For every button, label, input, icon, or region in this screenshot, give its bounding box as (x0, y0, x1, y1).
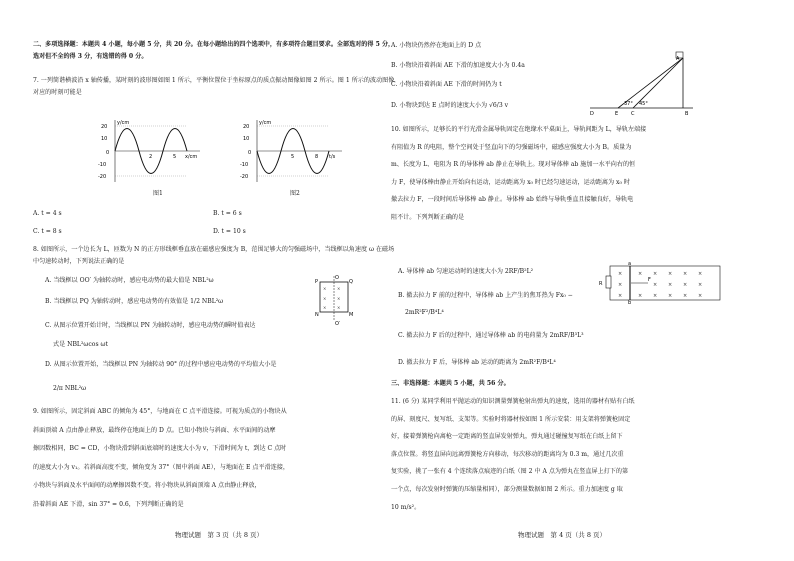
page-footer-left: 物理试题 第 3 页（共 8 页） (175, 531, 264, 539)
svg-text:×: × (683, 293, 688, 299)
label-d: D (590, 111, 594, 117)
label-r: R (599, 281, 603, 287)
q10-line: m、长度为 L、电阻为 R 的导体棒 ab 静止在导轨上。现对导体棒 ab 施加一水平向右的恒 (391, 161, 636, 169)
graph2-tick: 10 (243, 136, 250, 142)
graph2-tick: -10 (240, 162, 249, 168)
label-c: C (631, 111, 635, 117)
label-b: B (685, 111, 689, 117)
graph1-tick: 20 (101, 124, 108, 130)
svg-text:×: × (653, 271, 658, 277)
graph1-tick: 0 (106, 150, 110, 156)
right-page (383, 0, 758, 561)
q7-option-a: A. t = 4 s (33, 210, 62, 217)
q10-line: 10. 如图所示，足够长的平行光滑金属导轨固定在绝缘水平桌面上，导轨间距为 L，导轨左端接 (391, 126, 647, 133)
angle-37: 37° (624, 101, 633, 107)
q11-line: 的屏、刻度尺、复写纸、支架等。实验时将器材按如图 1 所示安装：用支架将弹簧枪固定 (391, 415, 631, 423)
q10-option-a: A. 导体棒 ab 匀速运动时的速度大小为 2RF/B²L² (398, 268, 534, 275)
q10-line: 力 F，使导体棒由静止开始向右运动，运动距离为 x₀ 时已经匀速运动，运动距离为 x₀ 时 (391, 178, 630, 186)
graph1-xtick: 2 (149, 154, 153, 160)
q8-option-d-cont: 2/π NBL²ω (53, 385, 87, 392)
left-page (25, 0, 400, 561)
label-a: A (676, 56, 680, 62)
q10-line: 有阻值为 R 的电阻，整个空间处于竖直向下的匀强磁场中，磁感应强度大小为 B。质量为 (391, 143, 632, 151)
q9-line: 沿着斜面 AE 下滑，sin 37° = 0.6，下列判断正确的是 (33, 500, 184, 508)
section2-header: 二、多项选择题：本题共 4 小题，每小题 5 分，共 20 分。在每小题给出的四个选项中，有多项符合题目要求。全部选对的得 5 分，选对但不全的得 3 分，有选错的得 0 分。 (33, 41, 395, 60)
label-a: a (628, 262, 632, 267)
q9-line: 小物块与斜面及水平面间的动摩擦因数不变。将小物块从斜面顶端 A 点由静止释放， (33, 482, 261, 490)
q11-line: 复实验，挑了一张有 4 个连续落点痕迹的白纸（图 2 中 A 点为弹丸在竖直屏上打下的第 (391, 468, 629, 476)
q10-option-d: D. 撤去拉力 F 后，导体棒 ab 运动的距离为 2mR²F/B⁴L⁴ (398, 359, 556, 366)
q10-line: 撤去拉力 F，一段时间后导体棒 ab 静止。导体棒 ab 始终与导轨垂直且接触良好，导轨电 (391, 196, 634, 204)
q11-line: 落点位置。将竖直屏向远离弹簧枪方向移动，每次移动的距离均为 0.3 m，通过几次重 (391, 450, 624, 458)
label-n: N (315, 312, 319, 318)
q10-option-b: B. 撤去拉力 F 前的过程中，导体棒 ab 上产生的焦耳热为 Fx₀ − (398, 292, 573, 299)
graph2-tick: 20 (243, 124, 250, 130)
svg-text:×: × (698, 271, 703, 277)
label-p: P (315, 279, 319, 285)
q11-line: 11. (6 分) 某同学利用平抛运动的知识测量弹簧枪射出弹丸的速度，选用的器材有贴有白纸 (391, 398, 635, 405)
label-m: M (349, 312, 354, 318)
graph1-tick: -20 (98, 174, 107, 180)
q9-option-d: D. 小物块到达 E 点时的速度大小为 √6/3 v (391, 102, 509, 109)
q9-line: 斜面顶端 A 点由静止释放，最终停在地面上的 D 点。已知小物块与斜面、水平面间的动摩 (33, 426, 276, 434)
graph2-ylabel: y/cm (259, 120, 272, 126)
wave-graph-1 (95, 116, 205, 186)
q9-stem (33, 406, 395, 511)
label-b: b (628, 300, 632, 304)
page-footer-right: 物理试题 第 4 页（共 8 页） (518, 531, 607, 539)
q8-coil-figure (310, 274, 360, 326)
svg-text:×: × (337, 296, 341, 301)
svg-text:×: × (337, 286, 341, 291)
label-f: F (648, 277, 651, 283)
graph1-xlabel: x/cm (185, 154, 198, 160)
q11-line: 好，接着弹簧枪向离枪一定距离的竖直屏发射弹丸，弹丸通过碰撞复写纸在白纸上留下 (391, 433, 623, 441)
svg-text:×: × (618, 271, 623, 277)
q10-line: 阻不计。下列判断正确的是 (391, 213, 465, 221)
svg-text:×: × (683, 271, 688, 277)
svg-text:×: × (638, 293, 643, 299)
graph2-xtick: 8 (315, 154, 319, 160)
fig1-caption: 图1 (153, 190, 163, 197)
q8-stem: 8. 如图所示，一个边长为 L，匝数为 N 的正方形线框垂直放在磁感应强度为 B，范围足够大的匀强磁场中，当线框以角速度 ω 在磁场中匀速转动时，下列说法正确的是 (33, 246, 395, 265)
q7-option-c: C. t = 8 s (33, 228, 62, 235)
svg-text:×: × (683, 282, 688, 288)
q10-option-b-cont: 2mR²F²/B⁴L⁴ (405, 309, 444, 316)
fig2-caption: 图2 (290, 190, 300, 197)
q11-line: 10 m/s²。 (391, 503, 421, 511)
graph2-tick: 0 (248, 150, 252, 156)
graph2-xlabel: t/s (329, 154, 336, 160)
q10-rail-figure (598, 262, 728, 304)
graph1-tick: -10 (98, 162, 107, 168)
q9-option-c: C. 小物块沿着斜面 AE 下滑的时间仍为 t (391, 81, 502, 88)
q9-option-b: B. 小物块沿着斜面 AE 下滑的加速度大小为 0.4a (391, 62, 525, 69)
svg-text:×: × (323, 286, 327, 291)
graph1-tick: 10 (101, 136, 108, 142)
svg-text:×: × (618, 293, 623, 299)
label-o-prime: O′ (335, 321, 341, 326)
q9-line: 擦因数相同，BC = CD，小物块滑到斜面底端时的速度大小为 v，下滑时间为 t，到达 C 点时 (33, 445, 287, 453)
svg-text:×: × (653, 293, 658, 299)
q8-option-c-cont: 式是 NBL²ωcos ωt (53, 341, 108, 348)
svg-text:×: × (668, 271, 673, 277)
svg-text:×: × (668, 282, 673, 288)
svg-text:×: × (698, 282, 703, 288)
svg-text:×: × (653, 282, 658, 288)
svg-text:×: × (323, 305, 327, 310)
svg-text:×: × (618, 282, 623, 288)
graph2-tick: -20 (240, 174, 249, 180)
q11-line: 一个点，每次发射时弹簧的压缩量相同），部分测量数据如图 2 所示。重力加速度 g 取 (391, 485, 623, 493)
svg-text:×: × (337, 305, 341, 310)
q8-option-b: B. 当线框以 PQ 为轴转动时，感应电动势的有效值是 1/2 NBL²ω (45, 298, 224, 305)
wave-graph-2 (237, 116, 347, 186)
section3-header: 三、非选择题：本题共 5 小题，共 56 分。 (391, 380, 510, 387)
q9-line: 的速度大小为 v₁。若斜面高度不变，倾角变为 37°（图中斜面 AE），与地面在 E 点平滑连接， (33, 463, 289, 471)
label-q: Q (349, 279, 353, 285)
angle-45: 45° (639, 101, 648, 107)
graph1-xtick: 5 (173, 154, 177, 160)
q9-line: 9. 如图所示，固定斜面 ABC 的倾角为 45°，与地面在 C 点平滑连接。可视为质点的小物块从 (33, 408, 287, 415)
q7-stem: 7. 一列简谐横波沿 x 轴传播，某时刻的波形图如图 1 所示，平衡位置位于坐标原点的质点振动图像如图 2 所示。图 1 所示的波动图像对应的时刻可能是 (33, 77, 395, 96)
q11-stem (391, 396, 753, 513)
q9-option-a: A. 小物块仍然停在地面上的 D 点 (391, 42, 482, 49)
label-o: O (335, 275, 339, 281)
q8-option-a: A. 当线框以 OO′ 为轴转动时，感应电动势的最大值是 NBL²ω (45, 277, 214, 284)
q10-option-c: C. 撤去拉力 F 后的过程中，通过导体棒 ab 的电荷量为 2mRF/B³L³ (398, 332, 584, 339)
svg-text:×: × (638, 271, 643, 277)
q9-incline-figure (588, 50, 703, 118)
graph1-ylabel: y/cm (117, 120, 130, 126)
svg-text:×: × (668, 293, 673, 299)
svg-text:×: × (323, 296, 327, 301)
label-e: E (615, 111, 619, 117)
svg-text:×: × (698, 293, 703, 299)
q7-option-b: B. t = 6 s (213, 210, 242, 217)
q10-stem (391, 124, 753, 224)
q8-option-d: D. 从图示位置开始，当线框以 PN 为轴转动 90° 的过程中感应电动势的平均值大小是 (45, 361, 277, 368)
q7-option-d: D. t = 10 s (213, 228, 246, 235)
graph2-xtick: 5 (291, 154, 295, 160)
q8-option-c: C. 从图示位置开始计时，当线框以 PN 为轴转动时，感应电动势的瞬时值表达 (45, 322, 256, 329)
